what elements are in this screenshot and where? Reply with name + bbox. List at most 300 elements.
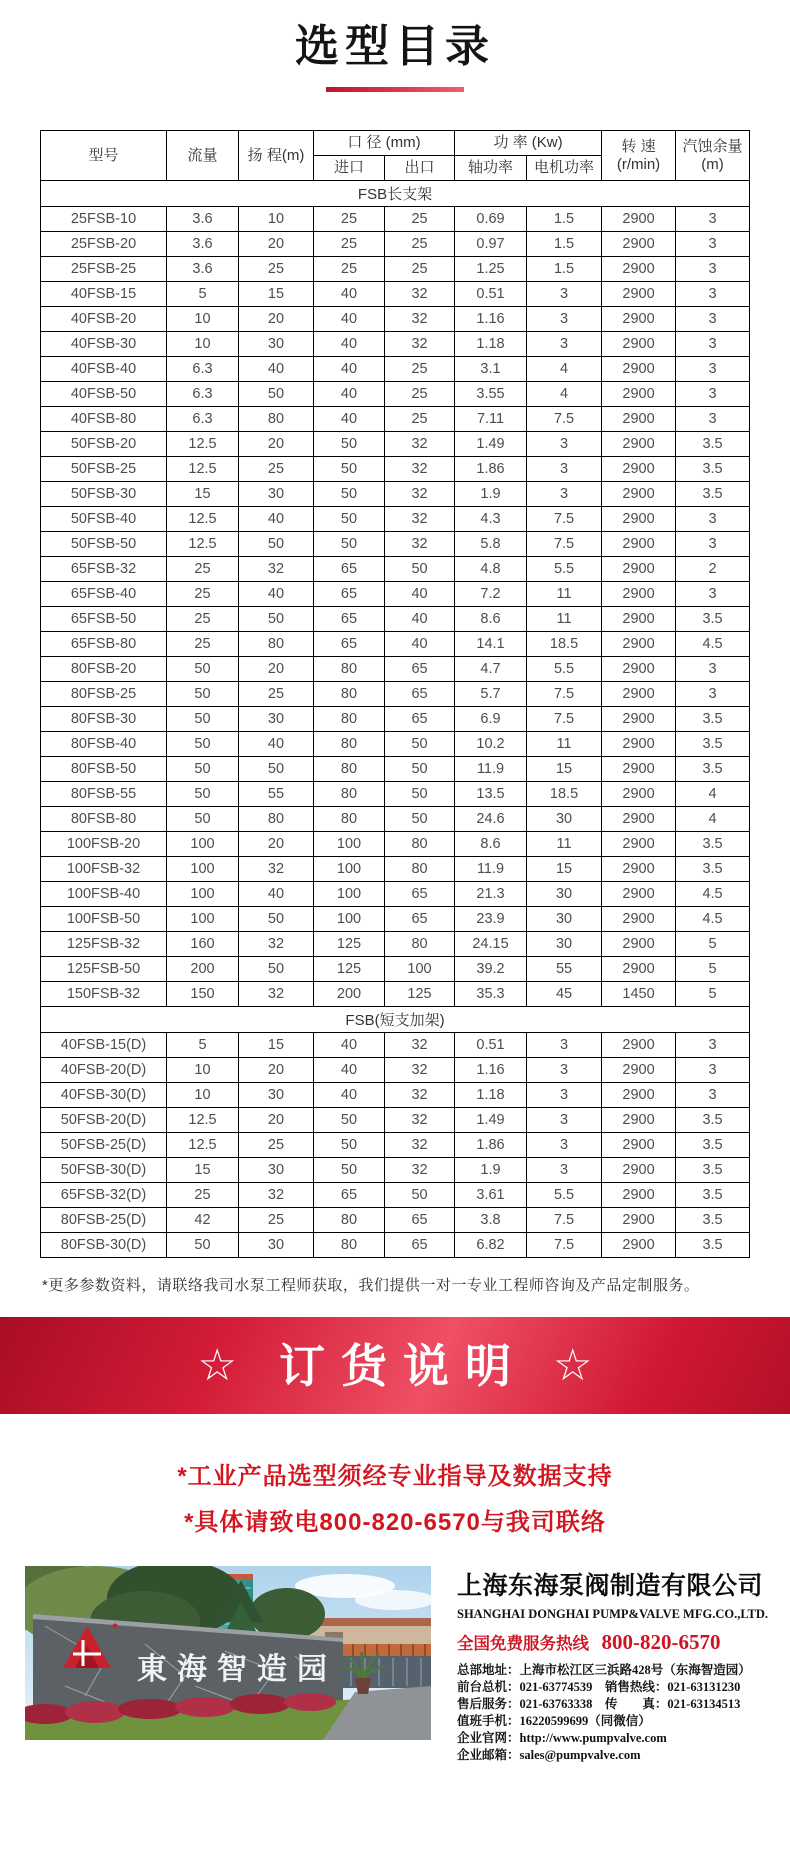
value-cell: 8.6: [455, 607, 527, 632]
value-cell: 25: [385, 357, 455, 382]
model-cell: 65FSB-32(D): [41, 1183, 167, 1208]
value-cell: 4: [676, 807, 750, 832]
table-row: [41, 482, 750, 507]
col-header-inlet: 进口: [314, 156, 385, 181]
table-row: [41, 557, 750, 582]
value-cell: 160: [167, 932, 239, 957]
value-cell: 100: [167, 832, 239, 857]
hotline-label: 全国免费服务热线: [457, 1635, 589, 1653]
value-cell: 2900: [602, 1058, 676, 1083]
model-cell: 40FSB-40: [41, 357, 167, 382]
value-cell: 2900: [602, 757, 676, 782]
value-cell: 2900: [602, 507, 676, 532]
value-cell: 45: [527, 982, 602, 1007]
model-cell: 40FSB-20(D): [41, 1058, 167, 1083]
value-cell: 50: [239, 757, 314, 782]
value-cell: 65: [385, 1208, 455, 1233]
npsh-unit: (m): [701, 155, 724, 173]
value-cell: 2900: [602, 1233, 676, 1258]
value-cell: 80: [314, 707, 385, 732]
contact-line: 前台总机：021-63774539 销售热线：021-63131230: [457, 1680, 741, 1694]
value-cell: 40: [239, 732, 314, 757]
value-cell: 7.5: [527, 682, 602, 707]
value-cell: 2900: [602, 482, 676, 507]
value-cell: 25: [314, 207, 385, 232]
order-banner-title: 订货说明: [279, 1339, 527, 1392]
value-cell: 100: [167, 907, 239, 932]
value-cell: 1.16: [455, 307, 527, 332]
value-cell: 2900: [602, 1133, 676, 1158]
value-cell: 2900: [602, 257, 676, 282]
value-cell: 3: [527, 282, 602, 307]
table-row: [41, 307, 750, 332]
value-cell: 50: [239, 532, 314, 557]
value-cell: 3.6: [167, 232, 239, 257]
value-cell: 30: [239, 482, 314, 507]
value-cell: 100: [314, 882, 385, 907]
value-cell: 100: [167, 882, 239, 907]
value-cell: 12.5: [167, 1133, 239, 1158]
value-cell: 3.6: [167, 207, 239, 232]
value-cell: 3: [527, 1058, 602, 1083]
value-cell: 50: [239, 607, 314, 632]
contact-line: 企业邮箱：sales@pumpvalve.com: [457, 1748, 641, 1762]
col-header-outlet: 出口: [385, 156, 455, 181]
title-underline: [326, 87, 464, 92]
value-cell: 2900: [602, 957, 676, 982]
value-cell: 11: [527, 832, 602, 857]
value-cell: 50: [167, 707, 239, 732]
model-cell: 80FSB-20: [41, 657, 167, 682]
value-cell: 3.5: [676, 757, 750, 782]
value-cell: 80: [314, 657, 385, 682]
model-cell: 50FSB-30(D): [41, 1158, 167, 1183]
value-cell: 55: [239, 782, 314, 807]
model-cell: 80FSB-50: [41, 757, 167, 782]
value-cell: 40: [314, 1058, 385, 1083]
value-cell: 1.25: [455, 257, 527, 282]
value-cell: 30: [527, 882, 602, 907]
value-cell: 2900: [602, 782, 676, 807]
value-cell: 25: [385, 382, 455, 407]
company-name-cn: 上海东海泵阀制造有限公司: [457, 1572, 764, 1600]
value-cell: 3: [676, 282, 750, 307]
value-cell: 24.6: [455, 807, 527, 832]
col-header-model: 型号: [41, 131, 167, 181]
value-cell: 14.1: [455, 632, 527, 657]
value-cell: 65: [314, 557, 385, 582]
value-cell: 15: [167, 1158, 239, 1183]
table-row: [41, 1183, 750, 1208]
model-cell: 80FSB-55: [41, 782, 167, 807]
value-cell: 3: [527, 1108, 602, 1133]
model-cell: 80FSB-80: [41, 807, 167, 832]
value-cell: 4: [527, 382, 602, 407]
model-cell: 80FSB-30: [41, 707, 167, 732]
value-cell: 25: [167, 582, 239, 607]
table-row: [41, 857, 750, 882]
value-cell: 5: [167, 282, 239, 307]
value-cell: 50: [239, 382, 314, 407]
value-cell: 25: [385, 207, 455, 232]
value-cell: 35.3: [455, 982, 527, 1007]
value-cell: 32: [385, 532, 455, 557]
factory-photo: [25, 1566, 431, 1740]
model-cell: 40FSB-30(D): [41, 1083, 167, 1108]
value-cell: 6.9: [455, 707, 527, 732]
table-row: [41, 757, 750, 782]
value-cell: 2900: [602, 682, 676, 707]
value-cell: 25: [385, 407, 455, 432]
col-header-diameter: 口 径 (mm): [314, 131, 455, 156]
section-row: [41, 1007, 750, 1033]
value-cell: 80: [239, 632, 314, 657]
table-row: [41, 832, 750, 857]
table-row: [41, 532, 750, 557]
value-cell: 3: [676, 357, 750, 382]
table-row: [41, 282, 750, 307]
model-cell: 80FSB-25: [41, 682, 167, 707]
value-cell: 30: [527, 907, 602, 932]
value-cell: 20: [239, 1108, 314, 1133]
factory-photo-illustration: [25, 1566, 431, 1740]
table-row: [41, 507, 750, 532]
section-label: FSB长支架: [41, 181, 750, 207]
value-cell: 30: [239, 332, 314, 357]
value-cell: 100: [385, 957, 455, 982]
value-cell: 40: [314, 1033, 385, 1058]
value-cell: 80: [314, 757, 385, 782]
model-cell: 100FSB-20: [41, 832, 167, 857]
value-cell: 32: [385, 282, 455, 307]
value-cell: 10: [167, 332, 239, 357]
value-cell: 3.5: [676, 832, 750, 857]
value-cell: 5: [676, 982, 750, 1007]
value-cell: 80: [239, 407, 314, 432]
value-cell: 65: [385, 907, 455, 932]
value-cell: 80: [385, 832, 455, 857]
value-cell: 2900: [602, 632, 676, 657]
value-cell: 11.9: [455, 857, 527, 882]
value-cell: 2900: [602, 207, 676, 232]
value-cell: 50: [314, 532, 385, 557]
value-cell: 1.5: [527, 207, 602, 232]
value-cell: 50: [167, 1233, 239, 1258]
value-cell: 20: [239, 1058, 314, 1083]
table-header: [41, 131, 750, 181]
col-header-head: 扬 程(m): [239, 131, 314, 181]
value-cell: 1.86: [455, 457, 527, 482]
value-cell: 25: [314, 257, 385, 282]
value-cell: 3.6: [167, 257, 239, 282]
value-cell: 24.15: [455, 932, 527, 957]
value-cell: 40: [314, 1083, 385, 1108]
value-cell: 150: [167, 982, 239, 1007]
value-cell: 2900: [602, 1158, 676, 1183]
value-cell: 2900: [602, 807, 676, 832]
value-cell: 50: [385, 757, 455, 782]
value-cell: 15: [167, 482, 239, 507]
value-cell: 65: [314, 1183, 385, 1208]
value-cell: 7.5: [527, 1208, 602, 1233]
value-cell: 18.5: [527, 782, 602, 807]
value-cell: 11: [527, 607, 602, 632]
value-cell: 50: [314, 457, 385, 482]
value-cell: 3: [676, 582, 750, 607]
value-cell: 200: [314, 982, 385, 1007]
value-cell: 3: [527, 1158, 602, 1183]
value-cell: 25: [239, 1208, 314, 1233]
value-cell: 40: [239, 507, 314, 532]
sign-text: 東海智造园: [137, 1653, 337, 1686]
value-cell: 15: [239, 1033, 314, 1058]
value-cell: 7.5: [527, 707, 602, 732]
value-cell: 3.5: [676, 1208, 750, 1233]
value-cell: 25: [239, 682, 314, 707]
value-cell: 125: [314, 932, 385, 957]
value-cell: 50: [314, 482, 385, 507]
value-cell: 100: [314, 857, 385, 882]
value-cell: 3.8: [455, 1208, 527, 1233]
value-cell: 21.3: [455, 882, 527, 907]
value-cell: 50: [385, 782, 455, 807]
model-cell: 80FSB-25(D): [41, 1208, 167, 1233]
value-cell: 3.5: [676, 1183, 750, 1208]
value-cell: 5.5: [527, 557, 602, 582]
value-cell: 50: [167, 807, 239, 832]
value-cell: 40: [314, 282, 385, 307]
value-cell: 3: [676, 532, 750, 557]
value-cell: 32: [385, 457, 455, 482]
table-row: [41, 1083, 750, 1108]
model-cell: 50FSB-20: [41, 432, 167, 457]
value-cell: 42: [167, 1208, 239, 1233]
value-cell: 11: [527, 582, 602, 607]
value-cell: 30: [239, 1233, 314, 1258]
value-cell: 4.5: [676, 632, 750, 657]
value-cell: 2900: [602, 607, 676, 632]
value-cell: 3: [676, 307, 750, 332]
speed-label: 转 速: [621, 138, 656, 156]
value-cell: 40: [314, 307, 385, 332]
value-cell: 50: [167, 682, 239, 707]
model-cell: 80FSB-40: [41, 732, 167, 757]
value-cell: 30: [239, 1158, 314, 1183]
value-cell: 3: [676, 507, 750, 532]
value-cell: 50: [239, 907, 314, 932]
col-header-flow: 流量: [167, 131, 239, 181]
model-cell: 40FSB-50: [41, 382, 167, 407]
value-cell: 3: [676, 382, 750, 407]
value-cell: 3: [676, 657, 750, 682]
value-cell: 25: [385, 257, 455, 282]
header-row-1: [41, 131, 750, 156]
value-cell: 32: [239, 857, 314, 882]
value-cell: 55: [527, 957, 602, 982]
value-cell: 32: [385, 307, 455, 332]
model-cell: 65FSB-40: [41, 582, 167, 607]
contact-line: 售后服务：021-63763338 传 真：021-63134513: [457, 1697, 741, 1711]
star-icon: ☆: [553, 1340, 593, 1390]
value-cell: 1.49: [455, 432, 527, 457]
value-cell: 3.61: [455, 1183, 527, 1208]
value-cell: 2: [676, 557, 750, 582]
value-cell: 12.5: [167, 507, 239, 532]
speed-unit: (r/min): [616, 155, 661, 173]
model-cell: 50FSB-40: [41, 507, 167, 532]
value-cell: 3: [676, 257, 750, 282]
value-cell: 25: [239, 257, 314, 282]
table-row: [41, 607, 750, 632]
value-cell: 1.9: [455, 1158, 527, 1183]
footer: [25, 1566, 769, 1764]
contact-line: 企业官网：http://www.pumpvalve.com: [457, 1731, 667, 1745]
value-cell: 30: [527, 807, 602, 832]
value-cell: 80: [314, 732, 385, 757]
table-row: [41, 657, 750, 682]
value-cell: 3.55: [455, 382, 527, 407]
notice-line: *工业产品选型须经专业指导及数据支持: [177, 1463, 613, 1490]
value-cell: 3: [676, 332, 750, 357]
value-cell: 40: [239, 582, 314, 607]
model-cell: 50FSB-25(D): [41, 1133, 167, 1158]
value-cell: 7.11: [455, 407, 527, 432]
value-cell: 40: [239, 357, 314, 382]
value-cell: 40: [314, 332, 385, 357]
value-cell: 32: [385, 332, 455, 357]
value-cell: 40: [385, 607, 455, 632]
value-cell: 32: [385, 1158, 455, 1183]
value-cell: 50: [167, 732, 239, 757]
value-cell: 3: [527, 482, 602, 507]
value-cell: 65: [385, 682, 455, 707]
value-cell: 50: [314, 1108, 385, 1133]
value-cell: 11: [527, 732, 602, 757]
section-label: FSB(短支加架): [41, 1007, 750, 1033]
value-cell: 10.2: [455, 732, 527, 757]
value-cell: 40: [385, 632, 455, 657]
value-cell: 2900: [602, 357, 676, 382]
table-row: [41, 257, 750, 282]
value-cell: 5: [676, 957, 750, 982]
value-cell: 32: [385, 432, 455, 457]
value-cell: 20: [239, 432, 314, 457]
value-cell: 25: [239, 457, 314, 482]
value-cell: 40: [239, 882, 314, 907]
value-cell: 1.18: [455, 332, 527, 357]
value-cell: 25: [167, 607, 239, 632]
value-cell: 50: [314, 432, 385, 457]
value-cell: 3: [527, 432, 602, 457]
value-cell: 80: [314, 682, 385, 707]
table-row: [41, 382, 750, 407]
table-row: [41, 732, 750, 757]
value-cell: 25: [167, 632, 239, 657]
value-cell: 5.5: [527, 657, 602, 682]
value-cell: 2900: [602, 707, 676, 732]
col-header-npsh: [676, 131, 750, 181]
table-row: [41, 807, 750, 832]
table-row: [41, 1108, 750, 1133]
model-cell: 50FSB-50: [41, 532, 167, 557]
value-cell: 80: [239, 807, 314, 832]
value-cell: 3: [676, 682, 750, 707]
value-cell: 65: [385, 882, 455, 907]
table-row: [41, 707, 750, 732]
value-cell: 2900: [602, 1108, 676, 1133]
model-cell: 50FSB-30: [41, 482, 167, 507]
value-cell: 3: [527, 1033, 602, 1058]
value-cell: 4.3: [455, 507, 527, 532]
hotline-number: 800-820-6570: [601, 1630, 721, 1654]
value-cell: 2900: [602, 557, 676, 582]
value-cell: 50: [314, 1133, 385, 1158]
company-info: [457, 1566, 769, 1764]
value-cell: 32: [239, 1183, 314, 1208]
value-cell: 32: [239, 932, 314, 957]
value-cell: 6.3: [167, 382, 239, 407]
value-cell: 12.5: [167, 1108, 239, 1133]
value-cell: 3.5: [676, 1158, 750, 1183]
value-cell: 1.16: [455, 1058, 527, 1083]
value-cell: 3: [676, 207, 750, 232]
col-header-motor-power: 电机功率: [527, 156, 602, 181]
table-row: [41, 1158, 750, 1183]
value-cell: 20: [239, 832, 314, 857]
value-cell: 2900: [602, 1208, 676, 1233]
value-cell: 1.49: [455, 1108, 527, 1133]
value-cell: 80: [385, 932, 455, 957]
notice-line: *具体请致电800-820-6570与我司联络: [184, 1509, 606, 1536]
value-cell: 5.7: [455, 682, 527, 707]
company-name-en: SHANGHAI DONGHAI PUMP&VALVE MFG.CO.,LTD.: [457, 1607, 769, 1621]
value-cell: 50: [314, 507, 385, 532]
table-row: [41, 207, 750, 232]
value-cell: 3.5: [676, 707, 750, 732]
value-cell: 65: [385, 1233, 455, 1258]
value-cell: 5.5: [527, 1183, 602, 1208]
value-cell: 65: [385, 657, 455, 682]
value-cell: 11.9: [455, 757, 527, 782]
table-footnote: *更多参数资料，请联络我司水泵工程师获取，我们提供一对一专业工程师咨询及产品定制服务。: [42, 1277, 700, 1294]
value-cell: 3.5: [676, 732, 750, 757]
value-cell: 25: [239, 1133, 314, 1158]
contact-line: 值班手机：16220599699（同微信）: [457, 1714, 651, 1728]
value-cell: 25: [167, 557, 239, 582]
value-cell: 13.5: [455, 782, 527, 807]
value-cell: 8.6: [455, 832, 527, 857]
value-cell: 3.5: [676, 1108, 750, 1133]
table-row: [41, 1133, 750, 1158]
value-cell: 50: [167, 757, 239, 782]
value-cell: 32: [385, 1083, 455, 1108]
value-cell: 4.8: [455, 557, 527, 582]
value-cell: 80: [314, 1208, 385, 1233]
value-cell: 0.69: [455, 207, 527, 232]
value-cell: 30: [239, 1083, 314, 1108]
value-cell: 0.97: [455, 232, 527, 257]
value-cell: 3: [527, 1083, 602, 1108]
value-cell: 65: [314, 607, 385, 632]
value-cell: 3.5: [676, 482, 750, 507]
value-cell: 125: [314, 957, 385, 982]
value-cell: 3: [527, 457, 602, 482]
value-cell: 25: [314, 232, 385, 257]
value-cell: 20: [239, 657, 314, 682]
value-cell: 2900: [602, 1083, 676, 1108]
value-cell: 65: [314, 582, 385, 607]
value-cell: 1.5: [527, 257, 602, 282]
